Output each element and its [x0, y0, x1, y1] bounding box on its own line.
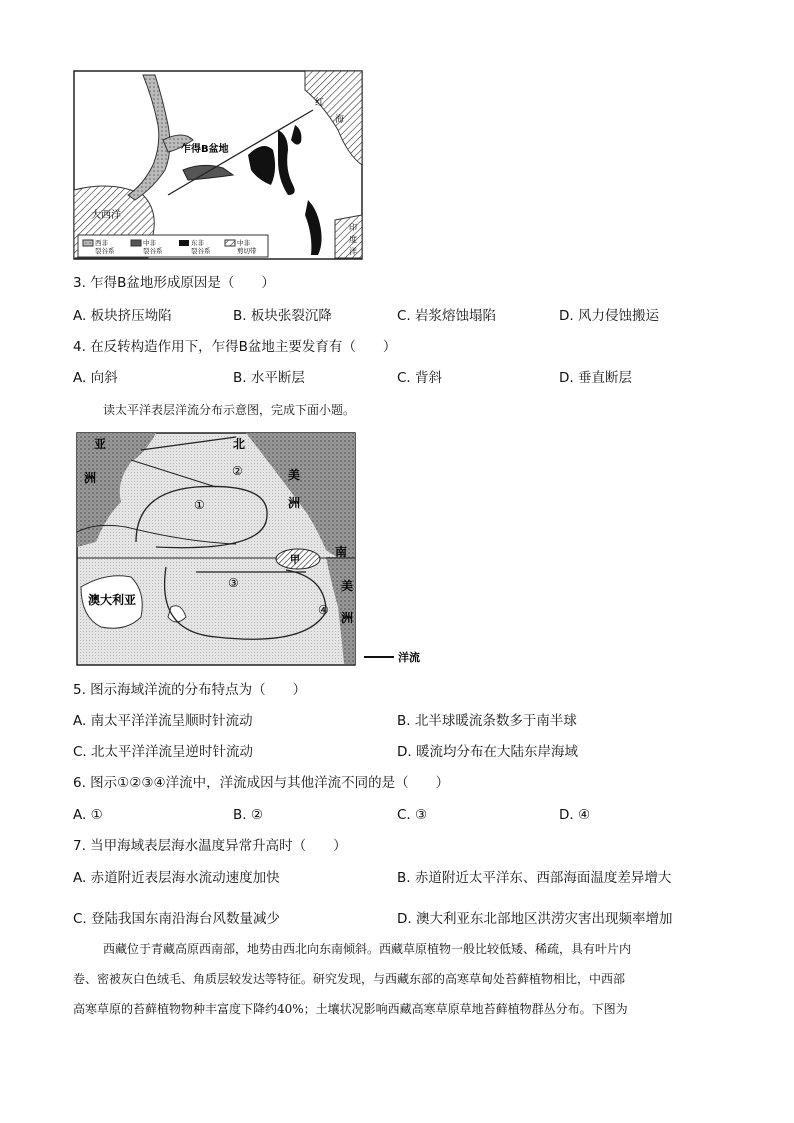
atlantic-label: 大西洋	[91, 210, 121, 221]
intro-ocean: 读太平洋表层洋流分布示意图，完成下面小题。	[103, 403, 356, 417]
north-america-label-1: 北	[233, 437, 246, 451]
q7-stem: 7. 当甲海域表层海水温度异常升高时（ ）	[73, 838, 347, 854]
current-label-1: ①	[194, 498, 205, 512]
red-sea-label-1: 红	[315, 98, 325, 108]
q6-option-d[interactable]: D. ④	[559, 807, 591, 823]
current-label-4: ④	[318, 603, 329, 617]
q7-option-c[interactable]: C. 登陆我国东南沿海台风数量减少	[73, 911, 281, 927]
q3-stem: 3. 乍得B盆地形成原因是（ ）	[73, 275, 275, 291]
q6-option-b[interactable]: B. ②	[233, 807, 263, 823]
svg-text:裂谷系: 裂谷系	[191, 247, 211, 255]
svg-text:剪切带: 剪切带	[237, 247, 257, 255]
q4-stem: 4. 在反转构造作用下，乍得B盆地主要发育有（ ）	[73, 339, 397, 355]
current-label-2: ②	[232, 464, 243, 478]
svg-text:裂谷系: 裂谷系	[143, 247, 163, 255]
q5-stem: 5. 图示海域洋流的分布特点为（ ）	[73, 682, 307, 698]
indian-label-1: 印	[349, 223, 357, 232]
south-america-label-1: 南	[335, 545, 348, 559]
australia-label: 澳大利亚	[88, 593, 137, 607]
basin-label: 乍得B盆地	[181, 144, 229, 155]
passage-line-1: 西藏位于青藏高原西南部，地势由西北向东南倾斜。西藏草原植物一般比较低矮、稀疏，具有叶片内	[103, 942, 632, 956]
indian-label-3: 洋	[349, 247, 357, 256]
north-america-label-2: 美	[288, 468, 301, 482]
jia-label: 甲	[290, 555, 300, 566]
rift-map	[73, 70, 363, 260]
q7-option-a[interactable]: A. 赤道附近表层海水流动速度加快	[73, 870, 280, 886]
q3-option-a[interactable]: A. 板块挤压坳陷	[73, 308, 172, 324]
passage-line-2: 卷、密被灰白色绒毛、角质层较发达等特征。研究发现，与西藏东部的高寒草甸处苔藓植物相比，中西部	[73, 972, 626, 986]
q6-stem: 6. 图示①②③④洋流中，洋流成因与其他洋流不同的是（ ）	[73, 775, 450, 791]
q4-option-c[interactable]: C. 背斜	[397, 370, 443, 386]
south-america-label-2: 美	[341, 579, 354, 593]
q6-option-c[interactable]: C. ③	[397, 807, 428, 823]
q5-option-a[interactable]: A. 南太平洋洋流呈顺时针流动	[73, 713, 253, 729]
south-america-label-3: 洲	[341, 611, 354, 625]
passage-line-3: 高寒草原的苔藓植物物种丰富度下降约40%；土壤状况影响西藏高寒草原草地苔藓植物群丛分布。下图为	[73, 1002, 628, 1016]
asia-label-2: 洲	[84, 471, 97, 485]
legend-east: 东非	[191, 239, 204, 247]
q6-option-a[interactable]: A. ①	[73, 807, 103, 823]
q5-option-b[interactable]: B. 北半球暖流条数多于南半球	[397, 713, 577, 729]
q4-option-d[interactable]: D. 垂直断层	[559, 370, 632, 386]
q3-option-b[interactable]: B. 板块张裂沉降	[233, 308, 332, 324]
q4-option-a[interactable]: A. 向斜	[73, 370, 118, 386]
legend-current: 洋流	[398, 651, 420, 664]
q4-option-b[interactable]: B. 水平断层	[233, 370, 305, 386]
legend-shear: 中非	[237, 239, 250, 247]
svg-text:裂谷系: 裂谷系	[95, 247, 115, 255]
q5-option-d[interactable]: D. 暖流均分布在大陆东岸海域	[397, 744, 578, 760]
red-sea-label-2: 海	[335, 115, 345, 125]
q7-option-b[interactable]: B. 赤道附近太平洋东、西部海面温度差异增大	[397, 870, 672, 886]
north-america-label-3: 洲	[288, 496, 301, 510]
q5-option-c[interactable]: C. 北太平洋洋流呈逆时针流动	[73, 744, 254, 760]
legend-west: 西非	[95, 239, 108, 247]
indian-label-2: 度	[349, 235, 357, 244]
q3-option-d[interactable]: D. 风力侵蚀搬运	[559, 308, 659, 324]
asia-label-1: 亚	[94, 437, 107, 451]
q3-option-c[interactable]: C. 岩浆熔蚀塌陷	[397, 308, 497, 324]
current-label-3: ③	[228, 576, 239, 590]
q7-option-d[interactable]: D. 澳大利亚东北部地区洪涝灾害出现频率增加	[397, 911, 673, 927]
pacific-map	[76, 432, 436, 668]
legend-central: 中非	[143, 239, 156, 247]
